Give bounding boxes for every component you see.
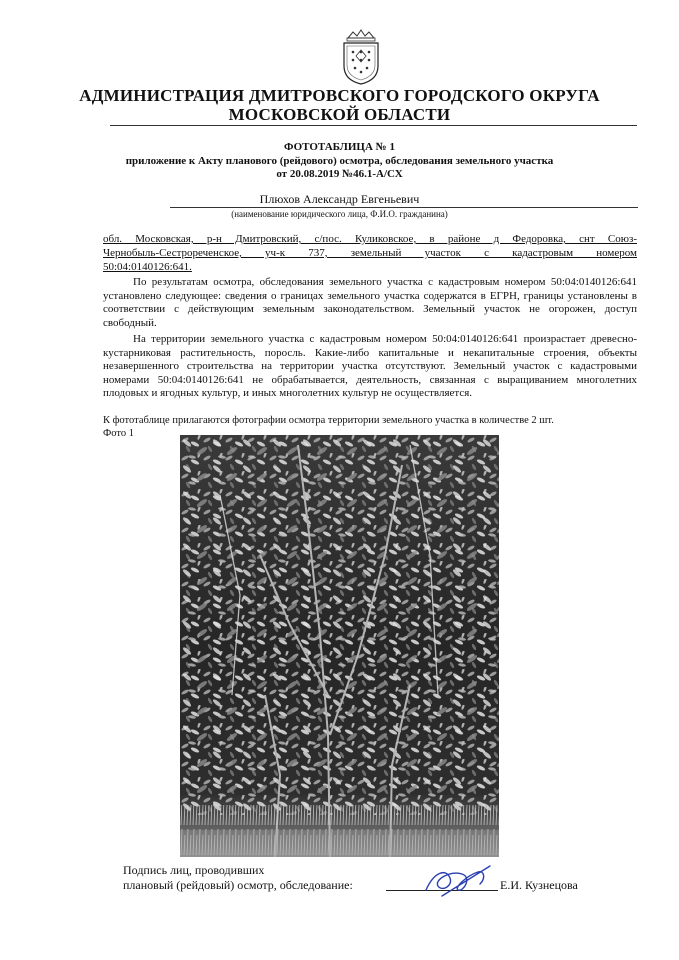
handwritten-signature — [420, 862, 500, 902]
findings-paragraph-2: На территории земельного участка с кадастровым номером 50:04:0140126:641 произрастает древесно-кустарниковая растительность, поросль. Какие-либо капитальные и некапитальные строения, объекты незавершенного строительства на территории участка отсутствуют. Земельный участок с кадастровыми номерами 50:04:0140126:641 не обрабатывается, деятельность, связанная с выращиванием многолетних плодовых и ягодных культур, и иных многолетних культур не осуществляется. — [103, 333, 637, 400]
address-line-2: Чернобыль-Сестрореченское, уч-к 737, земельный участок с кадастровым номером — [103, 247, 637, 259]
header-divider — [110, 125, 637, 126]
subject-caption: (наименование юридического лица, Ф.И.О. гражданина) — [231, 209, 448, 219]
signature-label-line1: Подпись лиц, проводивших — [123, 863, 265, 877]
address-line-3: 50:04:0140126:641. — [103, 261, 192, 273]
doc-date: от 20.08.2019 №46.1-А/СХ — [276, 168, 403, 180]
subject-name: Плюхов Александр Евгеньевич — [259, 192, 420, 206]
org-name-line2: МОСКОВСКОЙ ОБЛАСТИ — [228, 105, 451, 124]
site-photo — [180, 435, 499, 857]
doc-title: ФОТОТАБЛИЦА № 1 — [284, 141, 395, 153]
photo-label: Фото 1 — [103, 428, 134, 439]
signature-label-line2: плановый (рейдовый) осмотр, обследование: — [123, 878, 353, 892]
doc-subtitle: приложение к Акту планового (рейдового) осмотра, обследования земельного участка — [125, 155, 554, 167]
org-name-line1: АДМИНИСТРАЦИЯ ДМИТРОВСКОГО ГОРОДСКОГО ОКРУГА — [79, 86, 600, 105]
signer-name: Е.И. Кузнецова — [500, 878, 578, 892]
subject-underline — [170, 207, 638, 208]
coat-of-arms-icon — [340, 28, 382, 86]
address-line-1: обл. Московская, р-н Дмитровский, с/пос. Куликовское, в районе д Федоровка, снт Союз- — [103, 233, 637, 245]
photos-note: К фототаблице прилагаются фотографии осмотра территории земельного участка в количестве 2 шт. — [103, 415, 554, 426]
findings-paragraph-1: По результатам осмотра, обследования земельного участка с кадастровым номером 50:04:0140126:641 установлено следующее: сведения о границах земельного участка содержатся в ЕГРН, границы установлены в соответствии с действующим земельным законодательством. Земельный участок не огорожен, доступ свободный. — [103, 276, 637, 329]
